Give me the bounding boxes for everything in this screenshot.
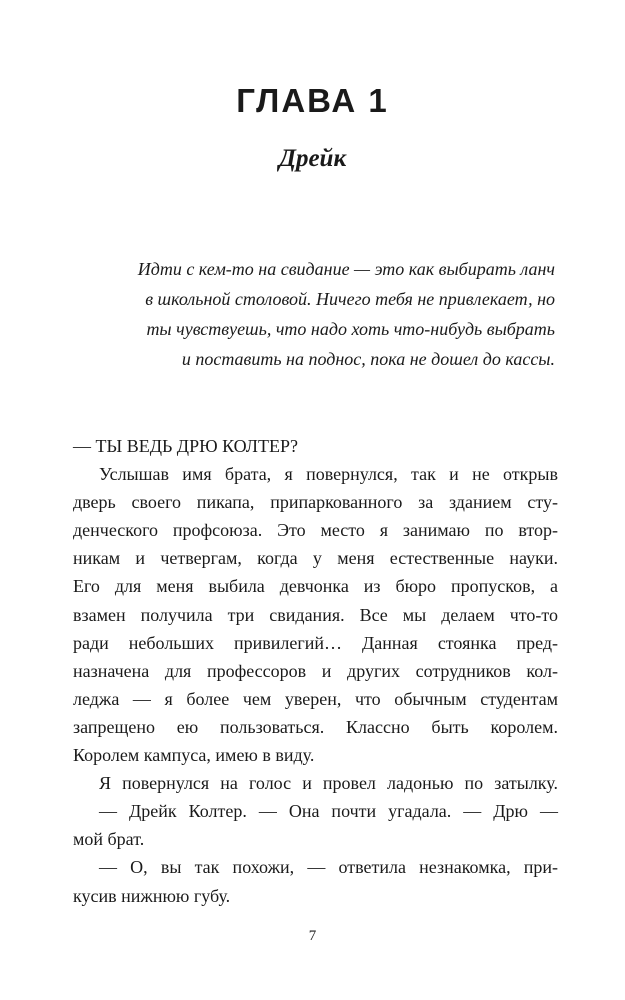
dialogue-line: — ТЫ ВЕДЬ ДРЮ КОЛТЕР? <box>73 436 298 456</box>
paragraph-line: Я повернулся на голос и провел ладонью по затылку. <box>99 773 558 794</box>
body-text <box>73 432 558 910</box>
dialogue-line: кусив нижнюю губу. <box>73 885 231 906</box>
epigraph-line: и поставить на поднос, пока не дошел до кассы. <box>181 349 555 369</box>
paragraph-line: Услышав имя брата, я повернулся, так и не открыв <box>99 464 558 485</box>
page-number: 7 <box>308 928 317 944</box>
chapter-title: ГЛАВА 1 <box>236 82 389 119</box>
paragraph-line: денческого профсоюза. Это место я занимаю по втор- <box>73 520 558 541</box>
paragraph-line: Королем кампуса, имею в виду. <box>73 745 315 766</box>
paragraph-line: взамен получила три свидания. Все мы делаем что-то <box>73 604 558 625</box>
paragraph-line: дверь своего пикапа, припаркованного за зданием сту- <box>73 492 558 513</box>
paragraph-line: леджа — я более чем уверен, что обычным студентам <box>73 688 558 709</box>
dialogue-line: — О, вы так похожи, — ответила незнакомка, при- <box>99 857 558 878</box>
paragraph-line: назначена для профессоров и других сотрудников кол- <box>73 660 558 681</box>
epigraph <box>60 254 555 374</box>
paragraph-line: ради небольших привилегий… Данная стоянка пред- <box>73 632 558 653</box>
epigraph-line: Идти с кем-то на свидание — это как выбирать ланч <box>137 259 555 279</box>
dialogue-line: мой брат. <box>73 829 145 850</box>
dialogue-line: — Дрейк Колтер. — Она почти угадала. — Дрю — <box>99 801 558 822</box>
paragraph-line: запрещено ею пользоваться. Классно быть королем. <box>73 716 558 737</box>
paragraph-line: никам и четвергам, когда у меня естественные науки. <box>73 548 558 569</box>
chapter-subtitle: Дрейк <box>278 145 347 172</box>
epigraph-line: в школьной столовой. Ничего тебя не привлекает, но <box>145 289 555 309</box>
epigraph-line: ты чувствуешь, что надо хоть что-нибудь выбрать <box>146 319 555 339</box>
paragraph-line: Его для меня выбила девчонка из бюро пропусков, а <box>73 576 558 597</box>
